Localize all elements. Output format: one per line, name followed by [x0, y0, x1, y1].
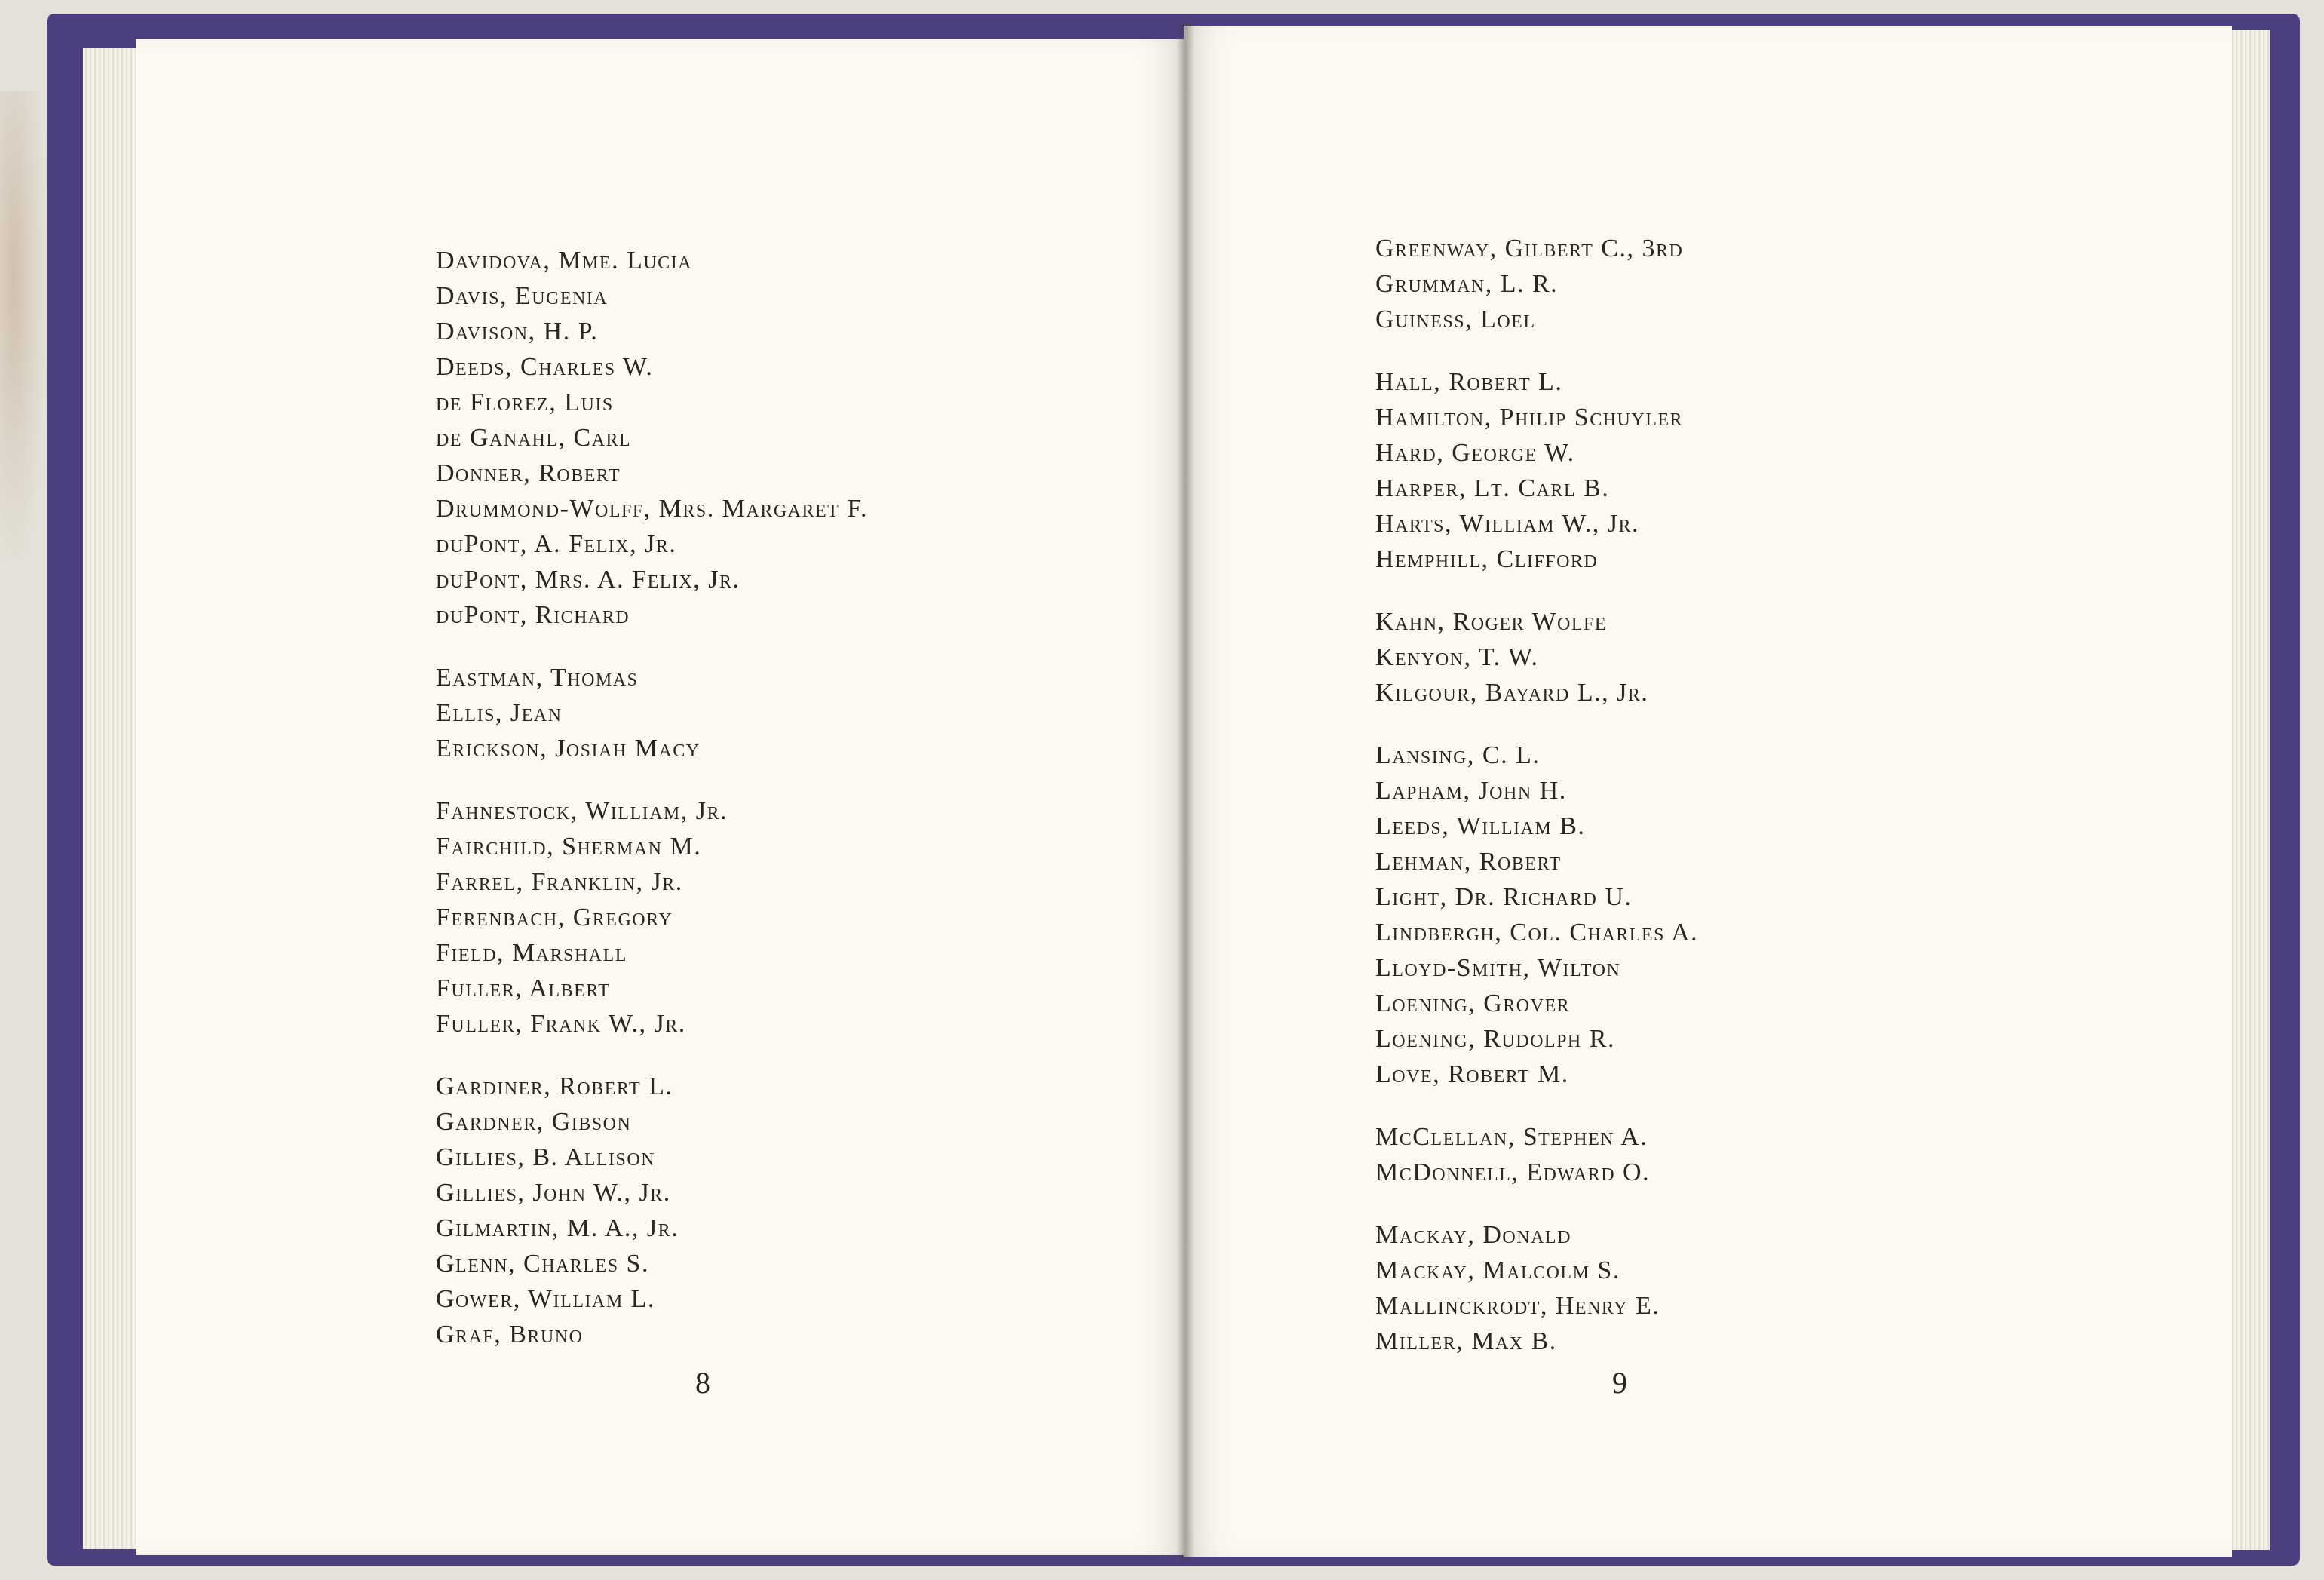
list-item: McClellan, Stephen A. [1375, 1123, 1648, 1151]
list-item: de Ganahl, Carl [436, 424, 632, 452]
list-item: Lansing, C. L. [1375, 741, 1541, 769]
list-item: Loening, Grover [1375, 989, 1571, 1017]
page-number-right: 9 [1612, 1366, 1627, 1400]
list-item: Love, Robert M. [1375, 1060, 1569, 1088]
list-item: Erickson, Josiah Macy [436, 735, 701, 762]
list-item: Field, Marshall [436, 939, 627, 967]
list-item: Gillies, B. Allison [436, 1143, 656, 1171]
list-item: Glenn, Charles S. [436, 1250, 649, 1278]
list-item: Miller, Max B. [1375, 1327, 1557, 1355]
list-item: Leeds, William B. [1375, 812, 1586, 840]
list-item: Eastman, Thomas [436, 664, 639, 692]
list-item: Mallinckrodt, Henry E. [1375, 1292, 1660, 1320]
list-item: Donner, Robert [436, 459, 621, 487]
list-item: Graf, Bruno [436, 1321, 584, 1348]
list-item: Gilmartin, M. A., Jr. [436, 1214, 679, 1242]
right-name-list [1375, 231, 1698, 1359]
list-item: Hall, Robert L. [1375, 368, 1563, 396]
list-item: Deeds, Charles W. [436, 353, 654, 381]
list-item: McDonnell, Edward O. [1375, 1158, 1651, 1186]
list-item: Davidova, Mme. Lucia [436, 247, 693, 275]
list-item: Lapham, John H. [1375, 777, 1567, 805]
list-item: Hard, George W. [1375, 439, 1575, 467]
list-item: Kenyon, T. W. [1375, 643, 1539, 671]
list-item: Mackay, Malcolm S. [1375, 1256, 1620, 1284]
list-item: duPont, A. Felix, Jr. [436, 530, 677, 558]
list-item: Lloyd-Smith, Wilton [1375, 954, 1621, 982]
list-item: Davis, Eugenia [436, 282, 609, 310]
list-item: Grumman, L. R. [1375, 270, 1559, 298]
list-item: Lindbergh, Col. Charles A. [1375, 919, 1699, 946]
list-item: Gardner, Gibson [436, 1108, 632, 1136]
left-name-list [436, 243, 868, 1352]
list-item: Drummond-Wolff, Mrs. Margaret F. [436, 495, 869, 523]
list-item: Kilgour, Bayard L., Jr. [1375, 679, 1649, 707]
list-item: duPont, Mrs. A. Felix, Jr. [436, 566, 740, 594]
list-item: Ellis, Jean [436, 699, 563, 727]
list-item: Davison, H. P. [436, 318, 599, 345]
list-item: Fuller, Albert [436, 974, 611, 1002]
list-item: duPont, Richard [436, 601, 630, 629]
list-item: Gillies, John W., Jr. [436, 1179, 671, 1207]
list-item: Fuller, Frank W., Jr. [436, 1010, 686, 1038]
right-page [1184, 26, 2232, 1557]
paper-stain [0, 91, 45, 558]
list-item: Fahnestock, William, Jr. [436, 797, 728, 825]
list-item: Hemphill, Clifford [1375, 545, 1599, 573]
page-number-left: 8 [695, 1366, 710, 1400]
list-item: Fairchild, Sherman M. [436, 833, 702, 861]
page-edges-left [83, 48, 139, 1549]
list-item: Kahn, Roger Wolfe [1375, 608, 1608, 636]
list-item: de Florez, Luis [436, 388, 614, 416]
list-item: Guiness, Loel [1375, 305, 1536, 333]
list-item: Farrel, Franklin, Jr. [436, 868, 683, 896]
list-item: Hamilton, Philip Schuyler [1375, 403, 1684, 431]
list-item: Ferenbach, Gregory [436, 904, 673, 931]
list-item: Gower, William L. [436, 1285, 655, 1313]
list-item: Mackay, Donald [1375, 1221, 1571, 1249]
book-gutter [1176, 23, 1194, 1561]
list-item: Greenway, Gilbert C., 3rd [1375, 235, 1684, 262]
list-item: Lehman, Robert [1375, 848, 1562, 876]
list-item: Harts, William W., Jr. [1375, 510, 1640, 538]
list-item: Harper, Lt. Carl B. [1375, 474, 1610, 502]
list-item: Gardiner, Robert L. [436, 1072, 673, 1100]
list-item: Light, Dr. Richard U. [1375, 883, 1633, 911]
list-item: Loening, Rudolph R. [1375, 1025, 1615, 1053]
